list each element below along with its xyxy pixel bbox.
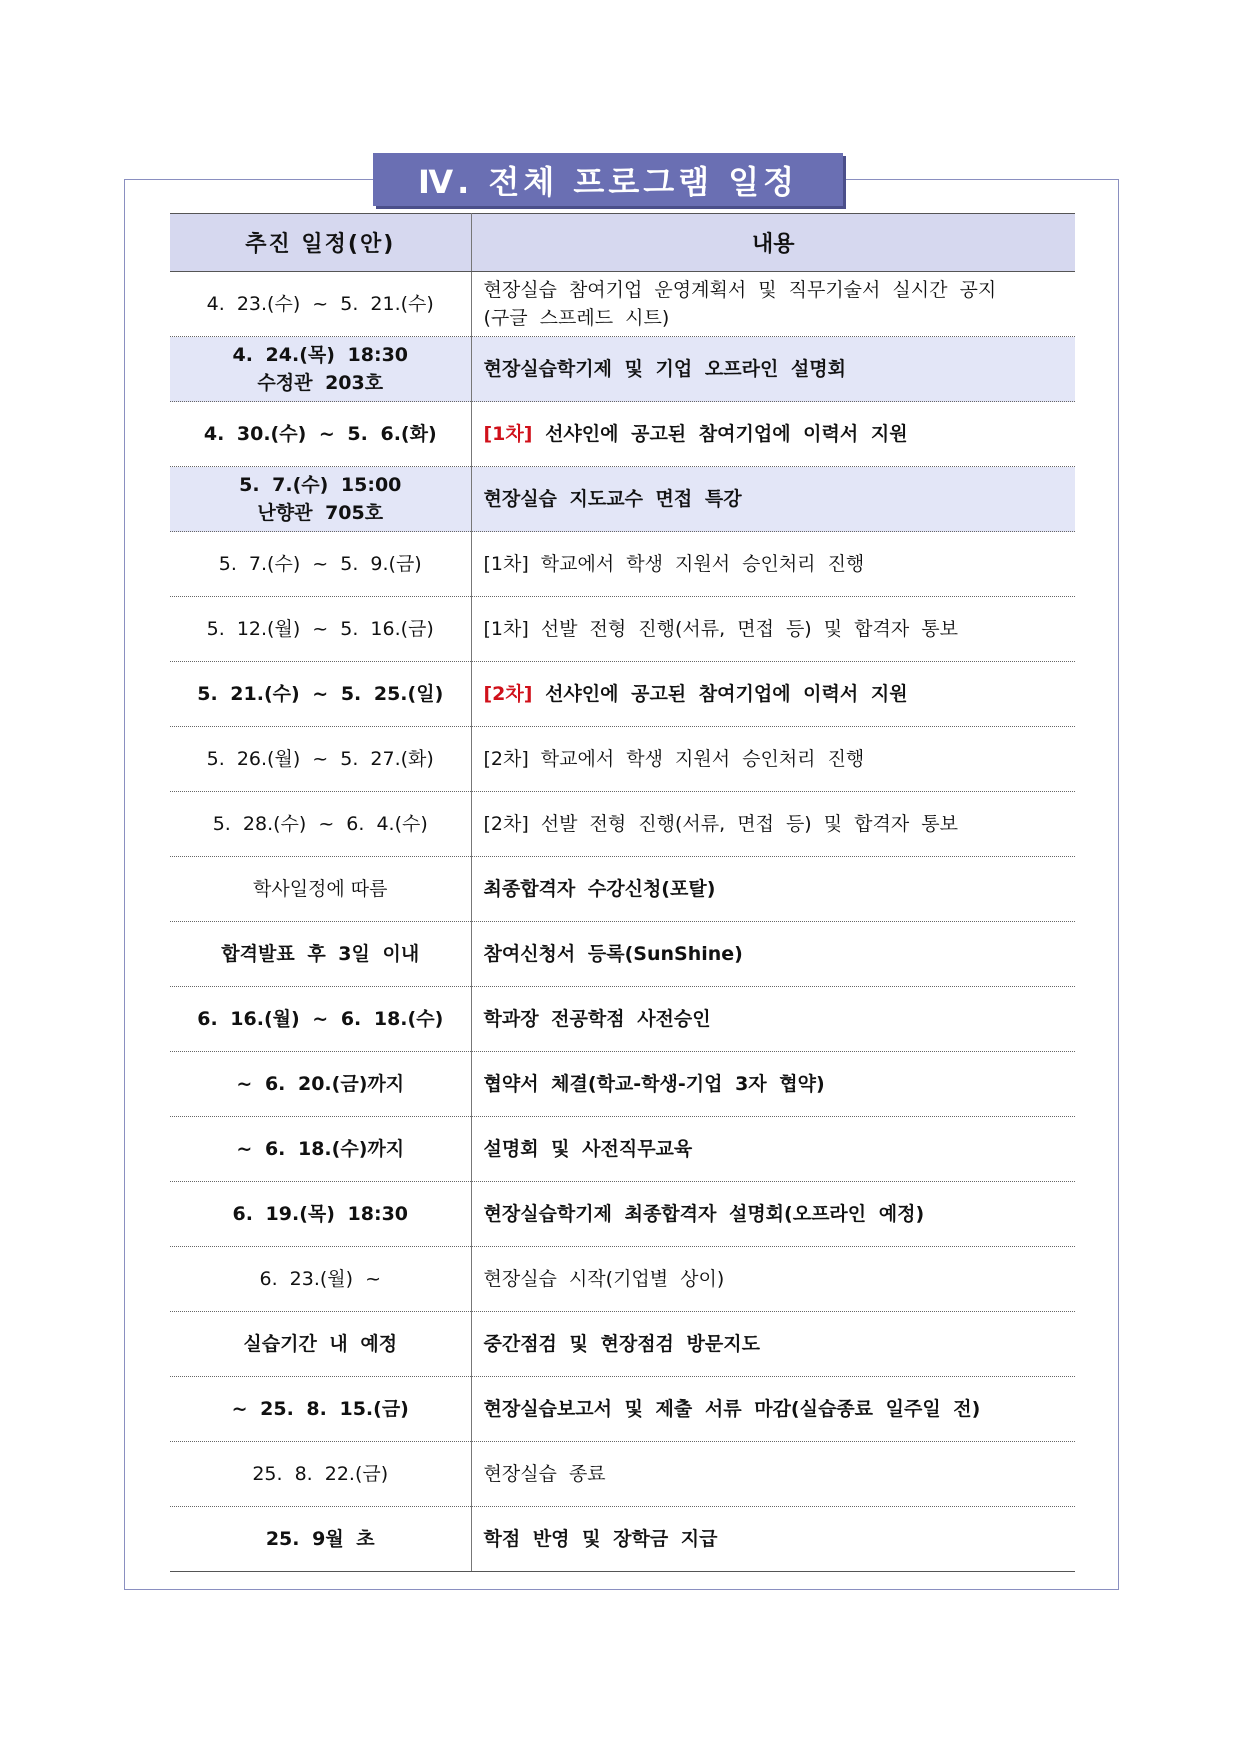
row-content: 학점 반영 및 장학금 지급 bbox=[471, 1507, 1075, 1572]
row-content: 현장실습 참여기업 운영계획서 및 직무기술서 실시간 공지 (구글 스프레드 시트) bbox=[471, 272, 1075, 337]
row-date: 6. 16.(월) ~ 6. 18.(수) bbox=[170, 987, 471, 1052]
row-content: [2차] 선샤인에 공고된 참여기업에 이력서 지원 bbox=[471, 662, 1075, 727]
section-title: Ⅳ. 전체 프로그램 일정 bbox=[373, 153, 843, 206]
row-date: ~ 6. 18.(수)까지 bbox=[170, 1117, 471, 1182]
table-row bbox=[170, 1507, 1075, 1572]
row-date: 5. 7.(수) 15:00 난향관 705호 bbox=[170, 467, 471, 532]
table-row bbox=[170, 792, 1075, 857]
row-date: 6. 23.(월) ~ bbox=[170, 1247, 471, 1312]
row-content: 현장실습보고서 및 제출 서류 마감(실습종료 일주일 전) bbox=[471, 1377, 1075, 1442]
row-date: 5. 28.(수) ~ 6. 4.(수) bbox=[170, 792, 471, 857]
table-row bbox=[170, 1247, 1075, 1312]
row-content: [1차] 선발 전형 진행(서류, 면접 등) 및 합격자 통보 bbox=[471, 597, 1075, 662]
row-date: ~ 25. 8. 15.(금) bbox=[170, 1377, 471, 1442]
row-content: 현장실습학기제 및 기업 오프라인 설명회 bbox=[471, 337, 1075, 402]
row-date: 4. 30.(수) ~ 5. 6.(화) bbox=[170, 402, 471, 467]
table-row bbox=[170, 272, 1075, 337]
row-date: 학사일정에 따름 bbox=[170, 857, 471, 922]
table-row bbox=[170, 467, 1075, 532]
row-content: [2차] 학교에서 학생 지원서 승인처리 진행 bbox=[471, 727, 1075, 792]
row-content: 현장실습 시작(기업별 상이) bbox=[471, 1247, 1075, 1312]
row-content: 협약서 체결(학교-학생-기업 3자 협약) bbox=[471, 1052, 1075, 1117]
table-header-row bbox=[170, 214, 1075, 272]
row-content: [1차] 학교에서 학생 지원서 승인처리 진행 bbox=[471, 532, 1075, 597]
header-content: 내용 bbox=[471, 214, 1075, 272]
round-tag: [2차] bbox=[483, 682, 533, 705]
row-date: 실습기간 내 예정 bbox=[170, 1312, 471, 1377]
row-date: 25. 9월 초 bbox=[170, 1507, 471, 1572]
row-content: 설명회 및 사전직무교육 bbox=[471, 1117, 1075, 1182]
row-content: 현장실습 지도교수 면접 특강 bbox=[471, 467, 1075, 532]
round-tag: [1차] bbox=[483, 422, 533, 445]
row-content: 학과장 전공학점 사전승인 bbox=[471, 987, 1075, 1052]
row-date: 합격발표 후 3일 이내 bbox=[170, 922, 471, 987]
row-content: [2차] 선발 전형 진행(서류, 면접 등) 및 합격자 통보 bbox=[471, 792, 1075, 857]
table-row bbox=[170, 597, 1075, 662]
table-row bbox=[170, 857, 1075, 922]
table-row bbox=[170, 922, 1075, 987]
table-row bbox=[170, 1377, 1075, 1442]
table-row bbox=[170, 1182, 1075, 1247]
table-row bbox=[170, 662, 1075, 727]
row-date: ~ 6. 20.(금)까지 bbox=[170, 1052, 471, 1117]
schedule-table bbox=[170, 213, 1075, 1572]
table-row bbox=[170, 987, 1075, 1052]
row-content: 현장실습학기제 최종합격자 설명회(오프라인 예정) bbox=[471, 1182, 1075, 1247]
row-content: [1차] 선샤인에 공고된 참여기업에 이력서 지원 bbox=[471, 402, 1075, 467]
row-content: 참여신청서 등록(SunShine) bbox=[471, 922, 1075, 987]
table-row bbox=[170, 532, 1075, 597]
row-date: 5. 12.(월) ~ 5. 16.(금) bbox=[170, 597, 471, 662]
table-row bbox=[170, 402, 1075, 467]
row-date: 5. 7.(수) ~ 5. 9.(금) bbox=[170, 532, 471, 597]
table-row bbox=[170, 1052, 1075, 1117]
row-content: 현장실습 종료 bbox=[471, 1442, 1075, 1507]
row-date: 4. 23.(수) ~ 5. 21.(수) bbox=[170, 272, 471, 337]
table-row bbox=[170, 1442, 1075, 1507]
table-row bbox=[170, 1312, 1075, 1377]
table-row bbox=[170, 337, 1075, 402]
row-content: 중간점검 및 현장점검 방문지도 bbox=[471, 1312, 1075, 1377]
table-row bbox=[170, 1117, 1075, 1182]
row-date: 6. 19.(목) 18:30 bbox=[170, 1182, 471, 1247]
row-date: 5. 21.(수) ~ 5. 25.(일) bbox=[170, 662, 471, 727]
row-date: 5. 26.(월) ~ 5. 27.(화) bbox=[170, 727, 471, 792]
row-content: 최종합격자 수강신청(포탈) bbox=[471, 857, 1075, 922]
row-date: 4. 24.(목) 18:30 수정관 203호 bbox=[170, 337, 471, 402]
row-date: 25. 8. 22.(금) bbox=[170, 1442, 471, 1507]
table-row bbox=[170, 727, 1075, 792]
header-date: 추진 일정(안) bbox=[170, 214, 471, 272]
